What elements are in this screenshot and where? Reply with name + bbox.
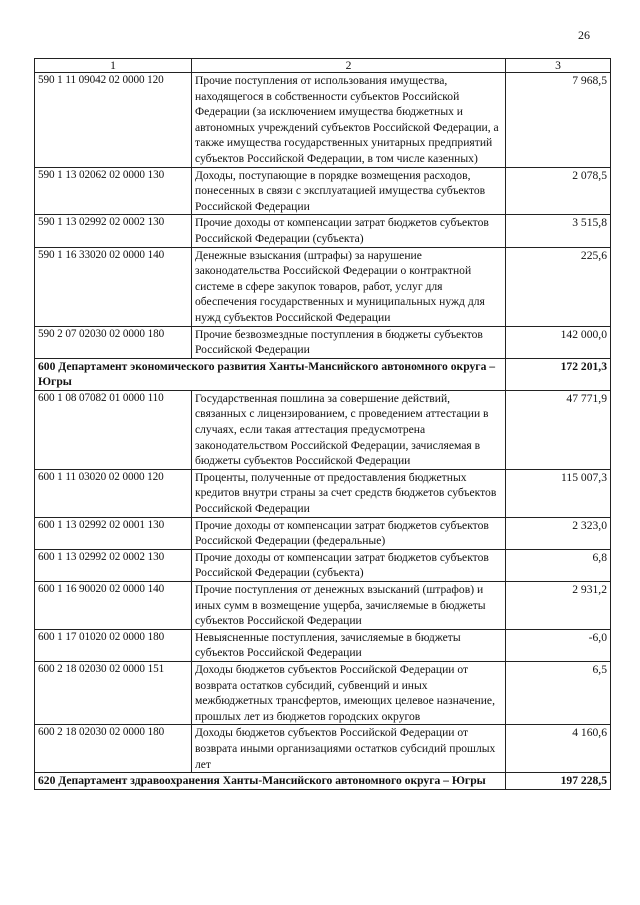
revenue-code: 600 2 18 02030 02 0000 180 (35, 725, 192, 773)
column-number-row (35, 59, 611, 73)
revenue-code: 600 1 13 02992 02 0002 130 (35, 549, 192, 581)
revenue-table (34, 58, 611, 790)
revenue-amount: 7 968,5 (506, 73, 611, 168)
table-row (35, 725, 611, 773)
revenue-name: Доходы, поступающие в порядке возмещения расходов, понесенных в связи с эксплуатацией имущества субъектов Российской Федерации (192, 167, 506, 215)
revenue-code: 590 1 13 02992 02 0002 130 (35, 215, 192, 247)
table-row (35, 661, 611, 724)
revenue-code: 600 1 11 03020 02 0000 120 (35, 469, 192, 517)
revenue-name: Прочие безвозмездные поступления в бюджеты субъектов Российской Федерации (192, 326, 506, 358)
revenue-amount: 2 931,2 (506, 582, 611, 630)
revenue-name: Прочие поступления от использования имущества, находящегося в собственности субъектов Российской Федерации (за исключением имущества бюджетных и автономных учреждений субъектов Российской Федерации, а также имущества государственных унитарных предприятий субъектов Российской Федерации, в том числе казенных) (192, 73, 506, 168)
revenue-name: Прочие доходы от компенсации затрат бюджетов субъектов Российской Федерации (федеральные) (192, 517, 506, 549)
revenue-amount: 2 078,5 (506, 167, 611, 215)
revenue-name: Прочие поступления от денежных взысканий (штрафов) и иных сумм в возмещение ущерба, зачисляемые в бюджеты субъектов Российской Федерации (192, 582, 506, 630)
revenue-amount: 6,8 (506, 549, 611, 581)
department-total: 172 201,3 (506, 358, 611, 390)
revenue-name: Прочие доходы от компенсации затрат бюджетов субъектов Российской Федерации (субъекта) (192, 215, 506, 247)
table-row (35, 247, 611, 326)
revenue-name: Доходы бюджетов субъектов Российской Федерации от возврата иными организациями остатков субсидий прошлых лет (192, 725, 506, 773)
table-row (35, 326, 611, 358)
revenue-amount: 3 515,8 (506, 215, 611, 247)
page-number: 26 (578, 28, 590, 42)
department-row (35, 773, 611, 790)
revenue-code: 590 1 16 33020 02 0000 140 (35, 247, 192, 326)
table-row (35, 517, 611, 549)
revenue-amount: 6,5 (506, 661, 611, 724)
table-row (35, 469, 611, 517)
revenue-amount: 115 007,3 (506, 469, 611, 517)
revenue-name: Государственная пошлина за совершение действий, связанных с лицензированием, с проведением аттестации в случаях, если такая аттестация предусмотрена законодательством Российской Федерации, зачисляемая в бюджеты субъектов Российской Федерации (192, 390, 506, 469)
revenue-name: Доходы бюджетов субъектов Российской Федерации от возврата остатков субсидий, субвенций и иных межбюджетных трансфертов, имеющих целевое назначение, прошлых лет из бюджетов городских округов (192, 661, 506, 724)
revenue-amount: 47 771,9 (506, 390, 611, 469)
revenue-code: 590 1 11 09042 02 0000 120 (35, 73, 192, 168)
table-row (35, 549, 611, 581)
revenue-code: 600 1 08 07082 01 0000 110 (35, 390, 192, 469)
column-header: 1 (35, 59, 192, 73)
column-header: 2 (192, 59, 506, 73)
revenue-amount: 142 000,0 (506, 326, 611, 358)
revenue-amount: 225,6 (506, 247, 611, 326)
revenue-amount: 4 160,6 (506, 725, 611, 773)
department-total: 197 228,5 (506, 773, 611, 790)
table-row (35, 582, 611, 630)
column-header: 3 (506, 59, 611, 73)
revenue-code: 590 1 13 02062 02 0000 130 (35, 167, 192, 215)
revenue-code: 600 2 18 02030 02 0000 151 (35, 661, 192, 724)
table-body (35, 73, 611, 790)
table-row (35, 167, 611, 215)
revenue-name: Проценты, полученные от предоставления бюджетных кредитов внутри страны за счет средств бюджетов субъектов Российской Федерации (192, 469, 506, 517)
table-row (35, 73, 611, 168)
department-row (35, 358, 611, 390)
table-row (35, 390, 611, 469)
table-row (35, 629, 611, 661)
revenue-code: 590 2 07 02030 02 0000 180 (35, 326, 192, 358)
revenue-amount: -6,0 (506, 629, 611, 661)
revenue-code: 600 1 16 90020 02 0000 140 (35, 582, 192, 630)
revenue-name: Денежные взыскания (штрафы) за нарушение законодательства Российской Федерации о контрактной системе в сфере закупок товаров, работ, услуг для обеспечения государственных и муниципальных нужд для нужд субъектов Российской Федерации (192, 247, 506, 326)
revenue-name: Прочие доходы от компенсации затрат бюджетов субъектов Российской Федерации (субъекта) (192, 549, 506, 581)
table-row (35, 215, 611, 247)
revenue-amount: 2 323,0 (506, 517, 611, 549)
department-name: 620 Департамент здравоохранения Ханты-Мансийского автономного округа – Югры (35, 773, 506, 790)
revenue-code: 600 1 13 02992 02 0001 130 (35, 517, 192, 549)
department-name: 600 Департамент экономического развития Ханты-Мансийского автономного округа – Югры (35, 358, 506, 390)
revenue-name: Невыясненные поступления, зачисляемые в бюджеты субъектов Российской Федерации (192, 629, 506, 661)
revenue-code: 600 1 17 01020 02 0000 180 (35, 629, 192, 661)
